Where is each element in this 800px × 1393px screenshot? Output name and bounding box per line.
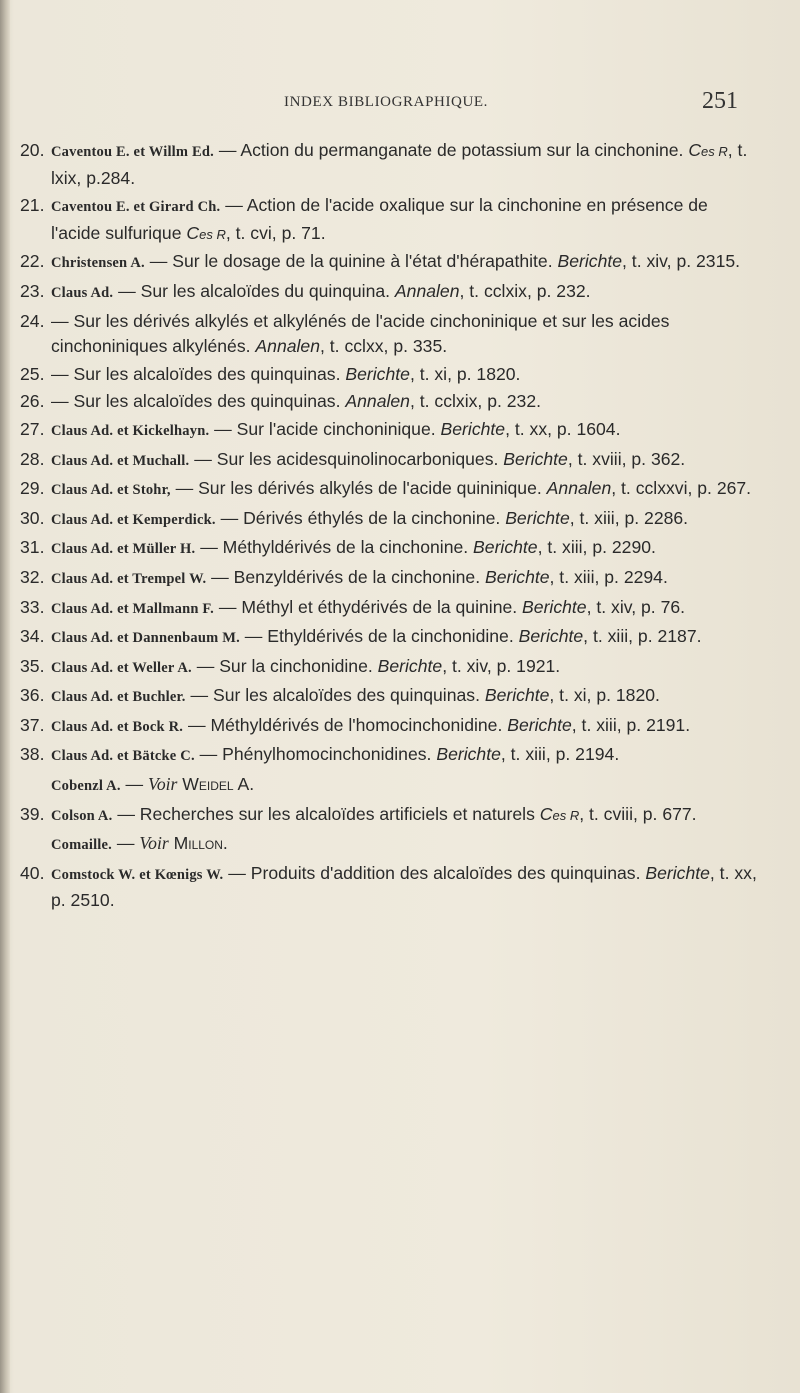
entry-title: — Méthyl et éthydérivés de la quinine. bbox=[213, 596, 523, 617]
entry-number: 23. bbox=[20, 280, 45, 301]
bibliography-entry bbox=[20, 279, 760, 307]
entry-author: Claus Ad. et Dannenbaum M. bbox=[51, 630, 240, 647]
entry-title: — Produits d'addition des alcaloïdes des quinquinas. bbox=[223, 862, 646, 883]
entry-journal: Berichte bbox=[505, 507, 570, 528]
bibliography-entry bbox=[20, 772, 760, 800]
entry-volume-page: , t. xi, p. 1820. bbox=[549, 685, 660, 706]
entry-volume-page: , t. xiii, p. 2286. bbox=[569, 507, 689, 528]
entry-journal: Annalen bbox=[345, 391, 410, 412]
bibliography-entry bbox=[20, 713, 760, 741]
bibliography-list bbox=[20, 138, 760, 916]
entry-title: — Sur les acidesquinolinocarboniques. bbox=[189, 448, 504, 469]
entry-number: 32. bbox=[20, 566, 45, 587]
entry-cross-reference: Weidel A. bbox=[182, 774, 255, 795]
entry-number: 30. bbox=[20, 507, 45, 528]
entry-journal: Berichte bbox=[645, 862, 710, 883]
entry-see-reference: Voir bbox=[139, 833, 169, 854]
bibliography-entry bbox=[20, 138, 760, 191]
entry-title: — Dérivés éthylés de la cinchonine. bbox=[215, 507, 506, 528]
entry-volume-page: , t. cclxix, p. 232. bbox=[459, 280, 591, 301]
entry-volume-page: , t. xi, p. 1820. bbox=[409, 363, 521, 384]
entry-number: 35. bbox=[20, 655, 45, 676]
entry-title: — Phénylhomocinchonidines. bbox=[194, 744, 437, 765]
entry-title: — Sur les alcaloïdes des quinquinas. bbox=[51, 391, 346, 412]
entry-author: Caventou E. et Girard Ch. bbox=[51, 199, 221, 216]
entry-journal: Berichte bbox=[436, 744, 501, 765]
bibliography-entry bbox=[20, 309, 760, 360]
entry-volume-page: , t. lxix, p.284. bbox=[51, 140, 748, 188]
entry-author: Claus Ad. et Stohr, bbox=[51, 482, 171, 499]
entry-author: Claus Ad. et Trempel W. bbox=[51, 570, 207, 587]
entry-number: 21. bbox=[20, 195, 45, 216]
entry-author: Claus Ad. et Kemperdick. bbox=[51, 511, 216, 528]
entry-title: — Sur les alcaloïdes des quinquinas. bbox=[185, 685, 485, 706]
bibliography-entry bbox=[20, 565, 760, 593]
entry-number: 24. bbox=[20, 310, 45, 331]
entry-journal: Berichte bbox=[345, 363, 410, 384]
entry-see-reference: Voir bbox=[148, 774, 178, 795]
bibliography-entry bbox=[20, 193, 760, 247]
page-number: 251 bbox=[702, 88, 738, 114]
entry-author: Comaille. bbox=[51, 837, 112, 854]
bibliography-entry bbox=[20, 447, 760, 475]
bibliography-entry bbox=[20, 417, 760, 445]
entry-journal-suffix: es R bbox=[199, 226, 226, 242]
bibliography-entry bbox=[20, 249, 760, 277]
entry-journal: Berichte bbox=[484, 566, 550, 587]
entry-volume-page: , t. xiv, p. 2315. bbox=[622, 251, 741, 272]
entry-title: — bbox=[112, 833, 140, 854]
entry-cross-reference: Millon. bbox=[173, 833, 228, 854]
entry-journal: Annalen bbox=[394, 280, 460, 301]
bibliography-entry bbox=[20, 742, 760, 770]
entry-author: Claus Ad. et Bock R. bbox=[51, 718, 184, 735]
entry-volume-page: , t. xx, p. 1604. bbox=[505, 418, 621, 439]
entry-title: — Recherches sur les alcaloïdes artificiels et naturels bbox=[112, 803, 540, 824]
entry-volume-page: , t. xiii, p. 2191. bbox=[571, 714, 691, 735]
entry-number: 33. bbox=[20, 596, 45, 617]
entry-number: 31. bbox=[20, 537, 45, 558]
entry-number: 22. bbox=[20, 251, 45, 272]
entry-volume-page: , t. cvi, p. 71. bbox=[225, 222, 326, 243]
bibliography-entry bbox=[20, 476, 760, 504]
bibliography-entry bbox=[20, 389, 760, 415]
entry-author: Comstock W. et Kœnigs W. bbox=[51, 866, 224, 883]
entry-volume-page: , t. xiv, p. 76. bbox=[586, 596, 686, 617]
entry-title: — Sur la cinchonidine. bbox=[191, 655, 378, 676]
bibliography-entry bbox=[20, 624, 760, 652]
entry-author: Colson A. bbox=[51, 807, 113, 824]
entry-journal: Berichte bbox=[503, 448, 568, 469]
running-title: INDEX BIBLIOGRAPHIQUE. bbox=[284, 94, 489, 110]
entry-volume-page: , t. xiii, p. 2294. bbox=[549, 566, 668, 587]
entry-author: Claus Ad. et Weller A. bbox=[51, 659, 192, 676]
entry-volume-page: , t. xviii, p. 362. bbox=[567, 448, 686, 469]
bibliography-entry bbox=[20, 683, 760, 711]
entry-journal: Berichte bbox=[522, 596, 587, 617]
entry-title: — bbox=[120, 774, 149, 795]
entry-number: 34. bbox=[20, 626, 45, 647]
entry-volume-page: , t. xiii, p. 2187. bbox=[583, 626, 702, 647]
entry-author: Claus Ad. et Müller H. bbox=[51, 541, 196, 558]
entry-number: 25. bbox=[20, 363, 45, 384]
entry-author: Christensen A. bbox=[51, 255, 145, 272]
entry-title: — Sur les dérivés alkylés de l'acide quininique. bbox=[170, 478, 547, 499]
entry-author: Cobenzl A. bbox=[51, 778, 121, 795]
entry-number: 26. bbox=[20, 391, 45, 412]
entry-author: Caventou E. et Willm Ed. bbox=[51, 144, 214, 160]
entry-number: 38. bbox=[20, 744, 45, 765]
bibliography-entry bbox=[20, 535, 760, 563]
entry-title: — Sur les dérivés alkylés et alkylénés de l'acide cinchoninique et sur les acides cinchoniniques alkylénés. bbox=[51, 310, 670, 357]
entry-title: — Action du permanganate de potassium sur la cinchonine. bbox=[213, 140, 689, 160]
page-header bbox=[0, 88, 800, 122]
entry-title: — Méthyldérivés de la cinchonine. bbox=[195, 537, 474, 558]
entry-journal: Berichte bbox=[484, 685, 550, 706]
bibliography-entry bbox=[20, 802, 760, 830]
entry-number: 36. bbox=[20, 685, 45, 706]
entry-volume-page: , t. xiii, p. 2290. bbox=[537, 537, 656, 558]
entry-volume-page: , t. cclxxvi, p. 267. bbox=[611, 478, 752, 499]
entry-volume-page: , t. xx, p. 2510. bbox=[51, 862, 757, 911]
entry-number: 40. bbox=[20, 862, 45, 883]
entry-title: — Benzyldérivés de la cinchonine. bbox=[206, 566, 485, 587]
entry-number: 39. bbox=[20, 803, 45, 824]
page-binding-shadow bbox=[0, 0, 10, 1393]
entry-journal: Berichte bbox=[377, 655, 443, 676]
entry-author: Claus Ad. et Buchler. bbox=[51, 689, 186, 706]
bibliography-entry bbox=[20, 362, 760, 388]
entry-journal: Berichte bbox=[507, 714, 572, 735]
entry-author: Claus Ad. bbox=[51, 284, 114, 301]
entry-journal-suffix: es R bbox=[701, 144, 728, 159]
entry-title: — Sur le dosage de la quinine à l'état d'hérapathite. bbox=[144, 251, 558, 272]
entry-number: 29. bbox=[20, 478, 45, 499]
entry-journal: Berichte bbox=[440, 418, 506, 439]
entry-volume-page: , t. cclxix, p. 232. bbox=[409, 391, 541, 412]
entry-number: 27. bbox=[20, 418, 45, 439]
bibliography-entry bbox=[20, 831, 760, 859]
bibliography-entry bbox=[20, 861, 760, 914]
bibliography-entry bbox=[20, 506, 760, 534]
entry-number: 28. bbox=[20, 448, 45, 469]
entry-author: Claus Ad. et Mallmann F. bbox=[51, 600, 214, 617]
entry-volume-page: , t. cclxx, p. 335. bbox=[320, 336, 448, 357]
entry-author: Claus Ad. et Bätcke C. bbox=[51, 748, 195, 765]
entry-title: — Sur les alcaloïdes du quinquina. bbox=[113, 280, 395, 301]
entry-title: — Méthyldérivés de l'homocinchonidine. bbox=[183, 714, 508, 735]
entry-number: 20. bbox=[20, 140, 45, 160]
entry-journal: C bbox=[688, 140, 702, 160]
entry-journal: Annalen bbox=[255, 336, 320, 357]
entry-volume-page: , t. xiv, p. 1921. bbox=[442, 655, 561, 676]
entry-journal: C bbox=[539, 803, 553, 824]
entry-volume-page: , t. xiii, p. 2194. bbox=[500, 744, 620, 765]
entry-title: — Sur les alcaloïdes des quinquinas. bbox=[51, 363, 346, 384]
entry-journal-suffix: es R bbox=[552, 807, 580, 823]
bibliography-entry bbox=[20, 595, 760, 623]
entry-number: 37. bbox=[20, 714, 45, 735]
entry-journal: Berichte bbox=[557, 251, 623, 272]
entry-author: Claus Ad. et Muchall. bbox=[51, 452, 190, 469]
entry-journal: C bbox=[186, 222, 200, 243]
entry-volume-page: , t. cviii, p. 677. bbox=[579, 803, 697, 824]
entry-author: Claus Ad. et Kickelhayn. bbox=[51, 422, 210, 439]
entry-title: — Sur l'acide cinchoninique. bbox=[209, 418, 441, 439]
bibliography-entry bbox=[20, 654, 760, 682]
entry-title: — Ethyldérivés de la cinchonidine. bbox=[239, 626, 519, 647]
entry-title: — Action de l'acide oxalique sur la cinchonine en présence de l'acide sulfurique bbox=[51, 195, 708, 243]
entry-journal: Annalen bbox=[546, 478, 612, 499]
entry-journal: Berichte bbox=[518, 626, 584, 647]
entry-journal: Berichte bbox=[473, 537, 538, 558]
